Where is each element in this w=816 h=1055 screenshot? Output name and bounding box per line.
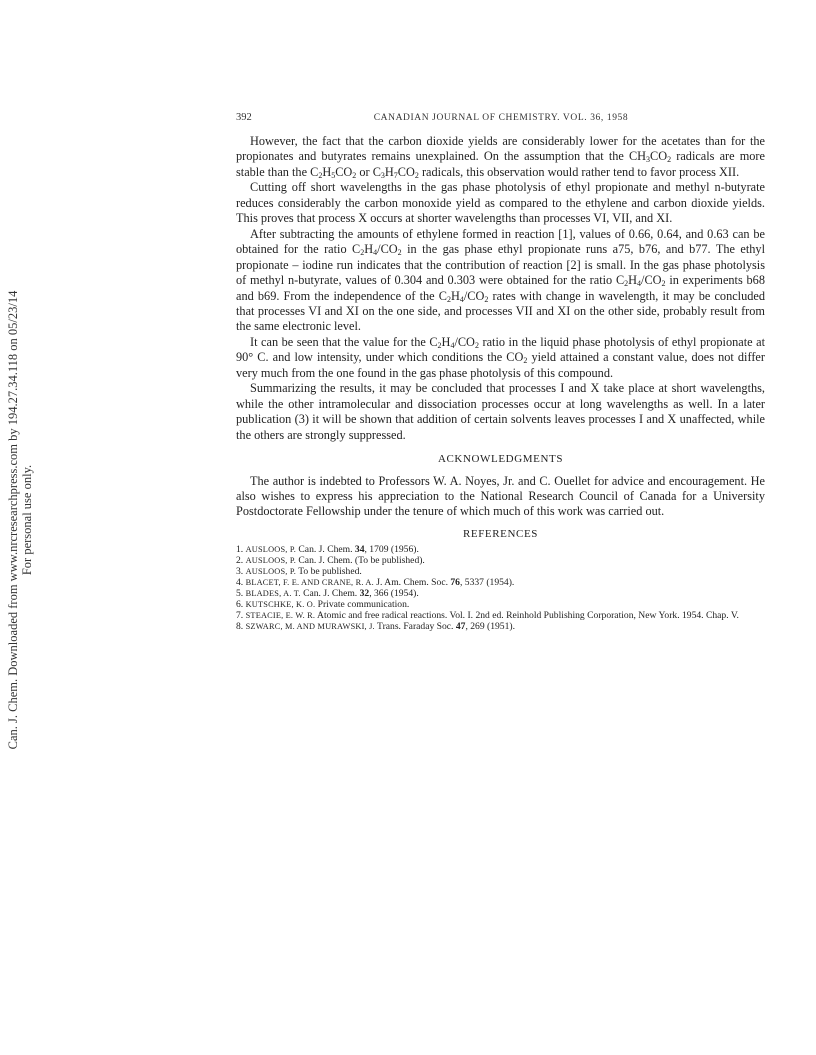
body-paragraph: However, the fact that the carbon dioxide yields are considerably lower for the acetates than for the propionates and butyrates remains unexplained. On the assumption that the $CH_3CO_2$ radicals are more stable than the $C_2H_5CO_2$ or $C_3H_7CO_2$ radicals, this observation would rather tend to favor process XII. (236, 134, 765, 180)
reference-author: KUTSCHKE, K. O. (245, 599, 316, 609)
reference-item: 8. SZWARC, M. AND MURAWSKI, J. Trans. Faraday Soc. 47, 269 (1951). (236, 620, 515, 632)
reference-author: AUSLOOS, P. (245, 567, 296, 577)
reference-author: AUSLOOS, P. (245, 556, 296, 566)
body-paragraphs (236, 134, 765, 443)
download-watermark (6, 290, 34, 750)
reference-list (236, 545, 765, 632)
reference-item: 2. AUSLOOS, P. Can. J. Chem. (To be published). (236, 555, 425, 567)
watermark-source-line: Can. J. Chem. Downloaded from www.nrcresearchpress.com by 194.27.34.118 on 05/23/14 (6, 290, 20, 750)
reference-item: 5. BLADES, A. T. Can. J. Chem. 32, 366 (1954). (236, 587, 419, 599)
body-paragraph: After subtracting the amounts of ethylene formed in reaction [1], values of 0.66, 0.64, and 0.63 can be obtained for the ratio $C_2H_4/CO_2$ in the gas phase ethyl propionate runs a75, b76, and b77. The ethyl propionate – iodine run indicates that the contribution of reaction [2] is small. In the gas phase photolysis of methyl n-butyrate, values of 0.304 and 0.303 were obtained for the ratio $C_2H_4/CO_2$ in experiments b68 and b69. From the independence of the $C_2H_4/CO_2$ rates with change in wavelength, it may be concluded that processes VI and XI on the one side, and processes VII and XI on the other side, probably result from the same electronic level. (236, 226, 766, 334)
journal-title: CANADIAN JOURNAL OF CHEMISTRY. VOL. 36, 1958 (373, 113, 629, 123)
acknowledgments-heading: ACKNOWLEDGMENTS (437, 453, 564, 466)
running-header (236, 112, 766, 126)
reference-item: 4. BLACET, F. E. AND CRANE, R. A. J. Am. Chem. Soc. 76, 5337 (1954). (236, 577, 515, 589)
reference-author: AUSLOOS, P. (245, 545, 296, 555)
reference-author: SZWARC, M. AND MURAWSKI, J. (245, 621, 375, 631)
reference-author: BLACET, F. E. AND CRANE, R. A. (245, 578, 374, 588)
watermark-personal-use-line: For personal use only. (20, 464, 34, 576)
body-paragraph: Cutting off short wavelengths in the gas phase photolysis of ethyl propionate and methyl n-butyrate reduces considerably the carbon monoxide yield as compared to the ethylene and carbon dioxide yields. This proves that process X occurs at shorter wavelengths than processes VI, VII, and XI. (236, 180, 765, 226)
page-number: 392 (236, 112, 252, 123)
body-paragraph: It can be seen that the value for the $C_2H_4/CO_2$ ratio in the liquid phase photolysis of ethyl propionate at 90° C. and low intensity, under which conditions the $CO_2$ yield attained a constant value, does not differ very much from the one found in the gas phase photolysis of this compound. (236, 334, 765, 380)
reference-author: STEACIE, E. W. R. (245, 610, 316, 620)
reference-item: 6. KUTSCHKE, K. O. Private communication. (236, 598, 410, 610)
body-paragraph: Summarizing the results, it may be concluded that processes I and X take place at short wavelengths, while the other intramolecular and dissociation processes occur at long wavelengths as well. In a later publication (3) it will be shown that addition of certain solvents leaves processes I and X unaffected, while the others are strongly suppressed. (236, 381, 765, 442)
reference-item: 7. STEACIE, E. W. R. Atomic and free radical reactions. Vol. I. 2nd ed. Reinhold Publishing Corporation, New York. 1954. Chap. V. (236, 609, 739, 621)
reference-author: BLADES, A. T. (245, 588, 301, 598)
acknowledgments-paragraph: The author is indebted to Professors W. A. Noyes, Jr. and C. Ouellet for advice and encouragement. He also wishes to express his appreciation to the National Research Council of Canada for a University Postdoctorate Fellowship under the tenure of which much of this work was carried out. (236, 473, 765, 519)
reference-item: 3. AUSLOOS, P. To be published. (236, 566, 362, 578)
reference-item: 1. AUSLOOS, P. Can. J. Chem. 34, 1709 (1956). (236, 544, 419, 556)
article-body (236, 134, 765, 633)
references-heading: REFERENCES (462, 527, 539, 540)
